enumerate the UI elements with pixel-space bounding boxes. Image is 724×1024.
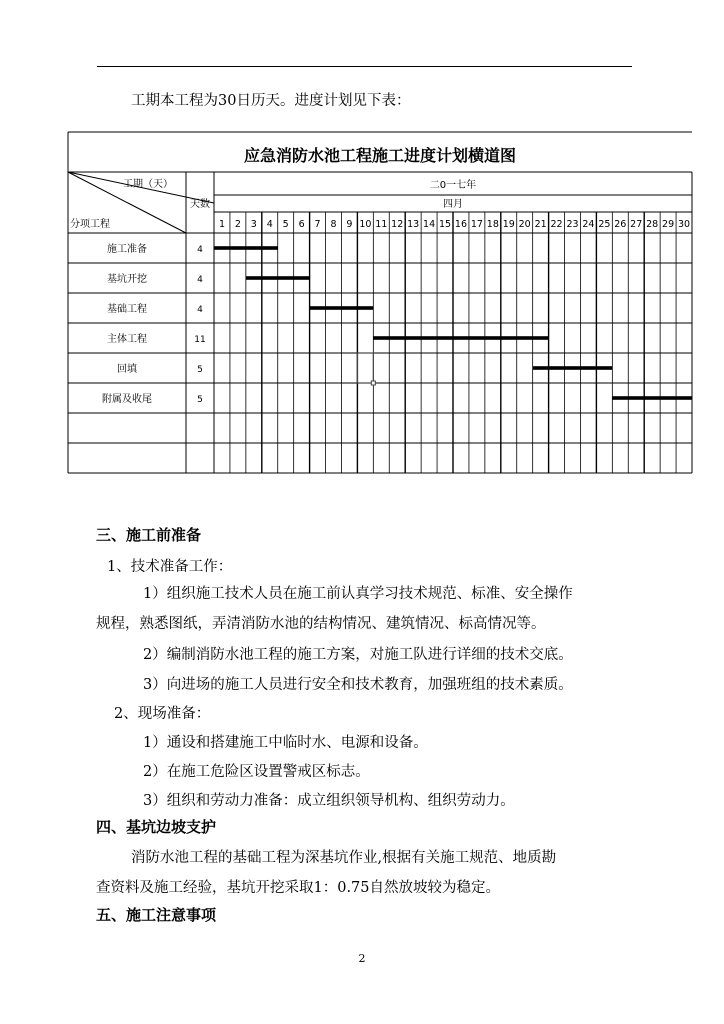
gantt-header-days: 天数 [190, 199, 210, 210]
section3-item1-line1: 1）组织施工技术人员在施工前认真学习技术规范、标准、安全操作 [143, 586, 573, 602]
gantt-task-duration: 4 [197, 245, 203, 255]
gantt-day-label: 9 [346, 219, 353, 230]
gantt-day-label: 8 [330, 219, 337, 230]
section5-title: 五、施工注意事项 [96, 906, 217, 924]
page-number: 2 [358, 952, 366, 965]
gantt-day-label: 2 [234, 219, 241, 230]
gantt-cell-selection [357, 353, 373, 383]
gantt-header-task: 分项工程 [70, 219, 110, 230]
section3-title: 三、施工前准备 [96, 526, 202, 544]
gantt-day-label: 11 [375, 219, 388, 230]
gantt-task-duration: 4 [197, 275, 203, 285]
gantt-day-label: 26 [614, 219, 627, 230]
gantt-day-label: 23 [566, 219, 579, 230]
gantt-task-name: 附属及收尾 [102, 394, 152, 405]
section3-sub1: 1、技术准备工作： [107, 559, 233, 575]
section4-para-line1: 消防水池工程的基础工程为深基坑作业,根据有关施工规范、地质勘 [131, 850, 557, 866]
gantt-day-label: 3 [250, 219, 257, 230]
section3-item5: 2）在施工危险区设置警戒区标志。 [143, 764, 370, 780]
gantt-task-bar [246, 276, 310, 280]
gantt-day-label: 20 [518, 219, 531, 230]
gantt-selection-handle [371, 381, 375, 385]
gantt-day-label: 17 [470, 219, 483, 230]
section3-item4: 1）通设和搭建施工中临时水、电源和设备。 [143, 735, 428, 751]
gantt-day-label: 15 [438, 219, 452, 230]
gantt-task-name: 回填 [117, 364, 137, 375]
gantt-task-name: 基坑开挖 [107, 274, 147, 285]
gantt-task-name: 主体工程 [107, 334, 147, 345]
gantt-day-label: 28 [646, 219, 659, 230]
gantt-day-label: 1 [218, 219, 225, 230]
gantt-task-name: 施工准备 [107, 244, 147, 255]
intro-text: 工期本工程为30日历天。进度计划见下表： [131, 93, 411, 109]
gantt-title: 应急消防水池工程施工进度计划横道图 [243, 146, 517, 165]
gantt-task-bar [533, 366, 613, 370]
gantt-task-name: 基础工程 [107, 304, 147, 315]
gantt-day-label: 21 [534, 219, 547, 230]
gantt-day-label: 7 [314, 219, 321, 230]
gantt-day-label: 22 [550, 219, 563, 230]
gantt-day-label: 10 [359, 219, 372, 230]
gantt-task-duration: 11 [194, 335, 206, 345]
gantt-header-period: 工期（天） [123, 179, 173, 190]
section3-item2: 2）编制消防水池工程的施工方案，对施工队进行详细的技术交底。 [143, 647, 573, 663]
gantt-task-bar [612, 396, 692, 400]
gantt-day-label: 6 [298, 219, 305, 230]
gantt-day-label: 25 [598, 219, 611, 230]
gantt-task-duration: 5 [197, 365, 203, 375]
gantt-day-label: 24 [582, 219, 595, 230]
gantt-day-label: 14 [423, 219, 436, 230]
section3-item6: 3）组织和劳动力准备：成立组织领导机构、组织劳动力。 [143, 793, 515, 809]
gantt-task-duration: 4 [197, 305, 203, 315]
gantt-day-label: 29 [662, 219, 675, 230]
section3-item1-line2: 规程，熟悉图纸，弄清消防水池的结构情况、建筑情况、标高情况等。 [96, 616, 546, 632]
section3-item3: 3）向进场的施工人员进行安全和技术教育，加强班组的技术素质。 [143, 677, 573, 693]
section4-title: 四、基坑边坡支护 [96, 818, 217, 836]
gantt-task-bar [373, 336, 548, 340]
section3-sub2: 2、现场准备： [114, 706, 211, 722]
gantt-task-bar [310, 306, 374, 310]
gantt-month: 四月 [443, 199, 463, 210]
gantt-day-label: 5 [282, 219, 289, 230]
section4-para-line2: 查资料及施工经验，基坑开挖采取1：0.75自然放坡较为稳定。 [96, 880, 501, 896]
gantt-day-label: 12 [391, 219, 404, 230]
gantt-day-label: 13 [407, 219, 420, 230]
gantt-task-bar [214, 246, 278, 250]
gantt-day-label: 19 [502, 219, 515, 230]
gantt-day-label: 27 [630, 219, 643, 230]
gantt-year: 二0一七年 [429, 180, 477, 191]
gantt-day-label: 18 [486, 219, 499, 230]
gantt-day-label: 30 [677, 219, 691, 230]
gantt-day-label: 4 [266, 219, 273, 230]
gantt-day-label: 16 [454, 219, 468, 230]
gantt-task-duration: 5 [197, 395, 203, 405]
